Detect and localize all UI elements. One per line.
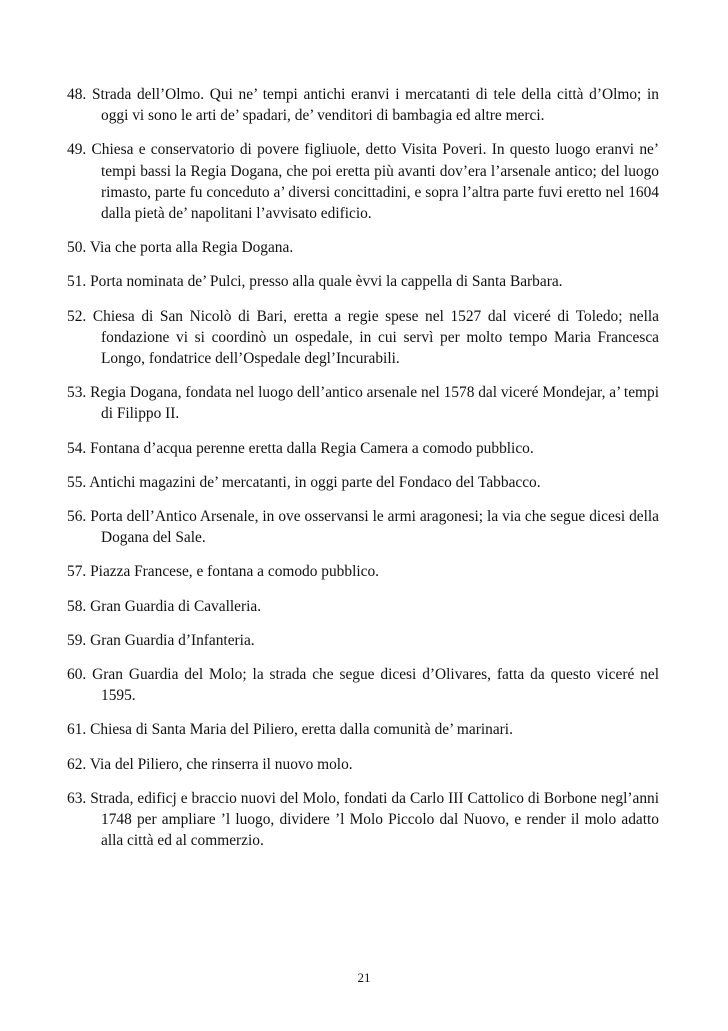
entry-text: Via che porta alla Regia Dogana. bbox=[89, 239, 294, 257]
entry-text: Chiesa e conservatorio di povere figliuole, detto Visita Poveri. In questo luogo eranvi ne’ tempi bassi la Regia Dogana, che poi eretta più avanti dov’era l’arsenale antico; del luogo rimasto, parte fu conceduto a’ diversi concittadini, e sopra l’altra parte fuvi eretto nel 1604 dalla pietà de’ napolitani l’avvisato edificio. bbox=[91, 141, 659, 223]
entry-text: Strada, edificj e braccio nuovi del Molo, fondati da Carlo III Cattolico di Borbone negl’anni 1748 per ampliare ’l luogo, dividere ’l Molo Piccolo dal Nuovo, e render il molo adatto alla città ed al commerzio. bbox=[90, 789, 659, 850]
entry-text: Regia Dogana, fondata nel luogo dell’antico arsenale nel 1578 dal viceré Mondejar, a’ tempi di Filippo II. bbox=[90, 384, 659, 423]
entry-57 bbox=[67, 561, 659, 582]
entry-text: Piazza Francese, e fontana a comodo pubblico. bbox=[90, 563, 379, 581]
entry-59 bbox=[67, 630, 659, 651]
entry-number: 60. bbox=[67, 666, 87, 684]
entry-number: 55. bbox=[67, 473, 87, 491]
entry-62 bbox=[67, 754, 659, 775]
entry-text: Fontana d’acqua perenne eretta dalla Regia Camera a comodo pubblico. bbox=[90, 439, 534, 457]
entry-53 bbox=[67, 382, 659, 424]
entry-number: 58. bbox=[67, 597, 87, 615]
entry-51 bbox=[67, 271, 659, 292]
entry-61 bbox=[67, 719, 659, 740]
entry-54 bbox=[67, 438, 659, 459]
entry-56 bbox=[67, 506, 659, 548]
entry-55 bbox=[67, 472, 659, 493]
entry-63 bbox=[67, 788, 659, 852]
entry-49 bbox=[67, 139, 659, 224]
entry-number: 63. bbox=[67, 789, 87, 807]
entry-text: Via del Piliero, che rinserra il nuovo molo. bbox=[89, 755, 353, 773]
entry-number: 62. bbox=[67, 755, 87, 773]
entry-number: 52. bbox=[67, 307, 87, 325]
entry-number: 54. bbox=[67, 439, 87, 457]
entry-text: Porta dell’Antico Arsenale, in ove osservansi le armi aragonesi; la via che segue dicesi della Dogana del Sale. bbox=[90, 508, 659, 547]
entry-50 bbox=[67, 237, 659, 258]
entry-number: 50. bbox=[67, 239, 87, 257]
entry-text: Gran Guardia di Cavalleria. bbox=[90, 597, 262, 615]
page-number: 21 bbox=[357, 970, 371, 985]
entry-number: 59. bbox=[67, 631, 87, 649]
entry-list bbox=[67, 84, 659, 864]
entry-60 bbox=[67, 664, 659, 706]
entry-number: 53. bbox=[67, 384, 87, 402]
entry-number: 57. bbox=[67, 563, 87, 581]
entry-text: Antichi magazini de’ mercatanti, in oggi parte del Fondaco del Tabbacco. bbox=[89, 473, 541, 491]
entry-58 bbox=[67, 596, 659, 617]
entry-number: 51. bbox=[67, 273, 87, 291]
entry-text: Gran Guardia del Molo; la strada che segue dicesi d’Olivares, fatta da questo viceré nel 1595. bbox=[92, 666, 659, 705]
entry-number: 49. bbox=[67, 141, 87, 159]
entry-text: Porta nominata de’ Pulci, presso alla quale èvvi la cappella di Santa Barbara. bbox=[90, 273, 563, 291]
entry-text: Chiesa di San Nicolò di Bari, eretta a regie spese nel 1527 dal viceré di Toledo; nella fondazione vi si coordinò un ospedale, in cui servì per molto tempo Maria Francesca Longo, fondatrice dell’Ospedale degl’Incurabili. bbox=[92, 307, 659, 368]
entry-48 bbox=[67, 84, 659, 126]
entry-52 bbox=[67, 306, 659, 370]
entry-text: Chiesa di Santa Maria del Piliero, eretta dalla comunità de’ marinari. bbox=[90, 721, 513, 739]
entry-number: 56. bbox=[67, 508, 87, 526]
entry-number: 48. bbox=[67, 86, 87, 103]
entry-number: 61. bbox=[67, 721, 87, 739]
entry-text: Strada dell’Olmo. Qui ne’ tempi antichi eranvi i mercatanti di tele della città d’Olmo; in oggi vi sono le arti de’ spadari, de’ venditori di bambagia ed altre merci. bbox=[91, 86, 659, 125]
entry-text: Gran Guardia d’Infanteria. bbox=[90, 631, 255, 649]
